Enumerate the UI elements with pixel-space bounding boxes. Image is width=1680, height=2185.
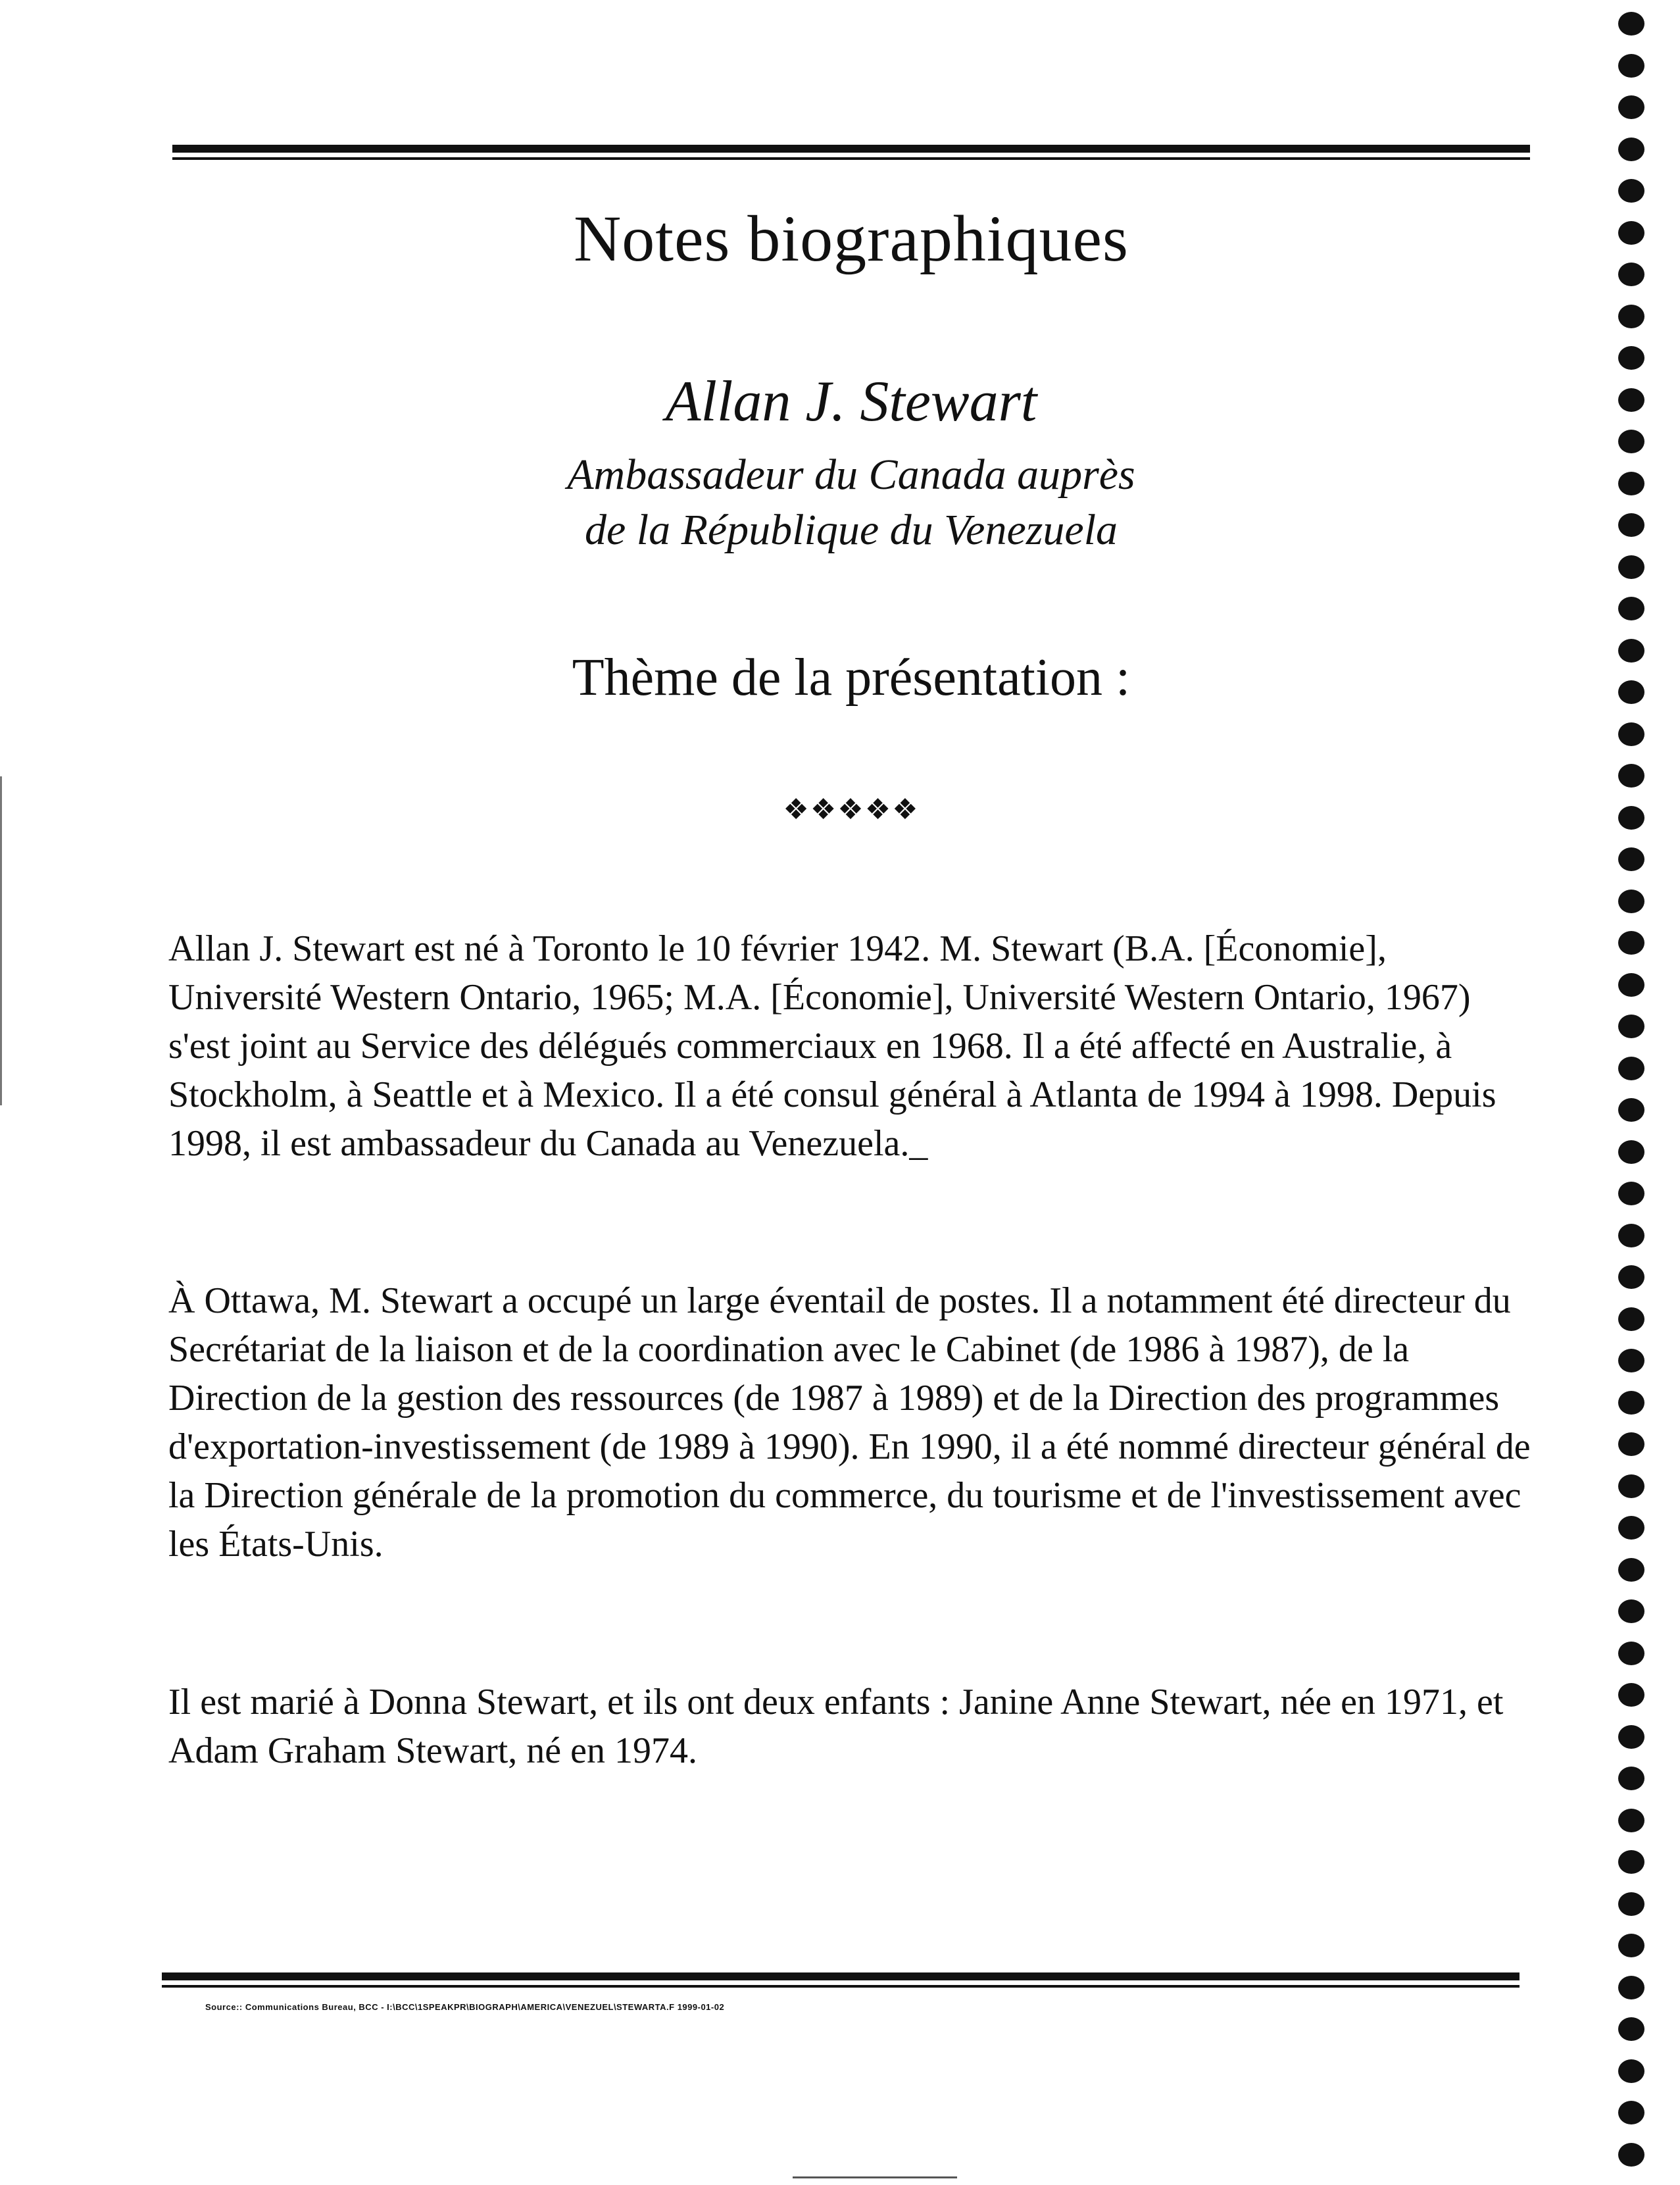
binding-hole xyxy=(1618,1098,1644,1122)
binding-hole xyxy=(1618,138,1644,161)
source-footer: Source:: Communications Bureau, BCC - I:\BCC\1SPEAKPR\BIOGRAPH\AMERICA\VENEZUEL\STEWARTA.F 1999-01-02 xyxy=(205,2002,725,2012)
binding-hole xyxy=(1618,1140,1644,1164)
binding-hole xyxy=(1618,1976,1644,1999)
binding-hole xyxy=(1618,1642,1644,1665)
binding-hole xyxy=(1618,890,1644,913)
binding-hole xyxy=(1618,1725,1644,1749)
binding-hole xyxy=(1618,1182,1644,1205)
bottom-double-rule xyxy=(162,1972,1519,1988)
binding-hole xyxy=(1618,973,1644,997)
binding-hole xyxy=(1618,263,1644,286)
biography-paragraph-3: Il est marié à Donna Stewart, et ils ont deux enfants : Janine Anne Stewart, née en 1971, et Adam Graham Stewart, né en 1974. xyxy=(168,1682,1504,1771)
binding-hole xyxy=(1618,2101,1644,2124)
biography-paragraph-1: Allan J. Stewart est né à Toronto le 10 février 1942. M. Stewart (B.A. [Économie], Université Western Ontario, 1965; M.A. [Économie], Université Western Ontario, 1967) s'est joint au Service des délégués commerciaux en 1968. Il a été affecté en Australie, à Stockholm, à Seattle et à Mexico. Il a été consul général à Atlanta de 1994 à 1998. Depuis 1998, il est ambassadeur du Canada au Venezuela._ xyxy=(168,928,1496,1164)
binding-hole xyxy=(1618,1015,1644,1038)
binding-hole xyxy=(1618,513,1644,537)
binding-hole xyxy=(1618,555,1644,579)
binding-hole xyxy=(1618,1432,1644,1456)
binding-hole xyxy=(1618,2017,1644,2041)
binding-hole xyxy=(1618,1307,1644,1331)
scan-bottom-mark xyxy=(793,2176,957,2178)
binding-hole xyxy=(1618,639,1644,663)
binding-hole xyxy=(1618,764,1644,788)
binding-hole xyxy=(1618,931,1644,955)
binding-hole xyxy=(1618,680,1644,704)
binding-hole xyxy=(1618,806,1644,830)
person-role xyxy=(172,447,1530,558)
binding-hole xyxy=(1618,1224,1644,1247)
binding-hole xyxy=(1618,1057,1644,1080)
binding-hole xyxy=(1618,54,1644,78)
binding-hole xyxy=(1618,1683,1644,1707)
binding-hole xyxy=(1618,597,1644,620)
binding-hole xyxy=(1618,305,1644,328)
binding-hole xyxy=(1618,95,1644,119)
top-double-rule xyxy=(172,145,1530,160)
binding-hole xyxy=(1618,1265,1644,1289)
binding-hole xyxy=(1618,1767,1644,1790)
presentation-theme-heading: Thème de la présentation : xyxy=(572,649,1131,707)
binding-hole xyxy=(1618,1516,1644,1540)
role-line-2: de la République du Venezuela xyxy=(584,506,1118,554)
binding-hole xyxy=(1618,722,1644,746)
binding-hole xyxy=(1618,1892,1644,1916)
page-title: Notes biographiques xyxy=(574,202,1129,275)
binding-hole xyxy=(1618,346,1644,370)
binding-hole xyxy=(1618,179,1644,203)
binding-hole xyxy=(1618,847,1644,871)
biography-paragraph-2: À Ottawa, M. Stewart a occupé un large éventail de postes. Il a notamment été directeur du Secrétariat de la liaison et de la coordination avec le Cabinet (de 1986 à 1987), de la Direction de la gestion des ressources (de 1987 à 1989) et de la Direction des programmes d'exportation-investissement (de 1989 à 1990). En 1990, il a été nommé directeur général de la Direction générale de la promotion du commerce, du tourisme et de l'investissement avec les États-Unis. xyxy=(168,1280,1531,1565)
person-name: Allan J. Stewart xyxy=(665,370,1037,434)
binding-hole xyxy=(1618,1809,1644,1832)
binding-hole xyxy=(1618,1558,1644,1582)
binding-hole xyxy=(1618,12,1644,36)
binding-hole xyxy=(1618,2059,1644,2083)
binding-hole xyxy=(1618,1934,1644,1957)
binding-hole xyxy=(1618,221,1644,245)
scan-edge-shadow xyxy=(0,776,2,1105)
binding-hole xyxy=(1618,1599,1644,1623)
binding-hole xyxy=(1618,2143,1644,2167)
binding-hole xyxy=(1618,388,1644,412)
binding-hole xyxy=(1618,1474,1644,1498)
binding-hole xyxy=(1618,430,1644,453)
ornament-divider: ❖❖❖❖❖ xyxy=(783,793,920,826)
binding-hole xyxy=(1618,1391,1644,1415)
role-line-1: Ambassadeur du Canada auprès xyxy=(567,451,1135,499)
binding-hole xyxy=(1618,1349,1644,1372)
binding-hole xyxy=(1618,472,1644,495)
binding-holes xyxy=(1613,0,1652,2185)
binding-hole xyxy=(1618,1850,1644,1874)
